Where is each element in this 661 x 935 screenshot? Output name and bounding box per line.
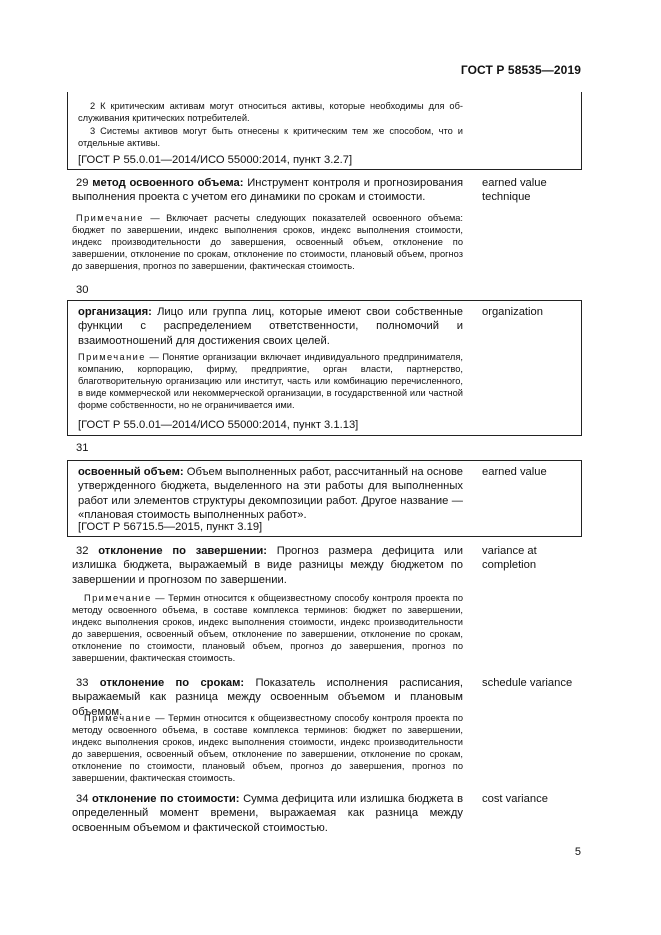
entry-30-number: 30 bbox=[76, 284, 89, 296]
entry-33-number: 33 bbox=[76, 677, 89, 689]
document-code: ГОСТ Р 58535—2019 bbox=[460, 63, 581, 77]
entry-34-definition bbox=[72, 792, 463, 835]
entry-32-number: 32 bbox=[76, 545, 89, 557]
entry-34-text: Сумма дефицита или излишка бюджета в определенный момент времени, выражаемая как разница между освоенным объемом и фактической стоимостью. bbox=[72, 793, 464, 834]
entry-34-english: cost variance bbox=[482, 793, 548, 805]
entry-33-note-text: — Термин относится к общеизвестному способу контроля проекта по методу освоенного объема, в составе комплекса терминов: бюджет по завершении, индекс выполнения сроков, индекс выполнения стоимости, индекс производительности до завершения, освоенный объем, отклонение по завершении, отклонение по срокам, отклонение по стоимости, плановый объем, прогноз до завершения, прогноз по завершении, фактическая стоимость. bbox=[72, 713, 463, 784]
entry-33-text: Показатель исполнения расписания, выражаемый как разница между освоенным объемом и плановым объемом. bbox=[72, 677, 464, 718]
entry-34-number: 34 bbox=[76, 793, 89, 805]
entry-29-number: 29 bbox=[76, 177, 89, 189]
entry-33-note bbox=[72, 712, 463, 785]
entry-30-definition bbox=[78, 305, 463, 348]
entry-31-english: earned value bbox=[482, 466, 547, 478]
entry-32-term: отклонение по завершении: bbox=[98, 545, 267, 557]
top-note-2: 2 К критическим активам могут относиться активы, которые необходимы для об-служивания критических потребителей. bbox=[78, 101, 463, 124]
top-note-3: 3 Системы активов могут быть отнесены к критическим тем же способом, что и отдельные активы. bbox=[78, 126, 463, 149]
entry-31-text: Объем выполненных работ, рассчитанный на основе утвержденного бюджета, выделенного на эти работы для выполненных работ или элементов структуры декомпозиции работ. Другое название — «плановая стоимость выполненных работ». bbox=[78, 466, 464, 521]
entry-29-note-label: Примечание bbox=[76, 213, 144, 223]
entry-32-english: variance at completion bbox=[482, 545, 537, 572]
top-reference: [ГОСТ Р 55.0.01—2014/ИСО 55000:2014, пункт 3.2.7] bbox=[78, 154, 353, 166]
entry-30-term: организация: bbox=[78, 306, 152, 318]
entry-32-note-label: Примечание bbox=[84, 593, 152, 603]
page-number: 5 bbox=[574, 846, 581, 858]
entry-31-reference: [ГОСТ Р 56715.5—2015, пункт 3.19] bbox=[78, 521, 263, 533]
entry-32-definition bbox=[72, 544, 463, 587]
entry-29-note bbox=[72, 212, 463, 272]
entry-29-definition bbox=[72, 176, 463, 205]
entry-30-note-text: — Понятие организации включает индивидуального предпринимателя, компанию, корпорацию, фирму, предприятие, орган власти, партнерство, благотворительную организацию или институт, часть или комбинацию перечисленного, в виде коммерческой или некоммерческой организации, в государственной или частной форме собственности, но не ограничивается ими. bbox=[78, 352, 463, 411]
entry-33-note-label: Примечание bbox=[84, 713, 152, 723]
entry-30-note-label: Примечание bbox=[78, 352, 146, 362]
entry-29-english: earned value technique bbox=[482, 177, 547, 204]
entry-31-number: 31 bbox=[76, 442, 89, 454]
entry-29-note-text: — Включает расчеты следующих показателей освоенного объема: бюджет по завершении, индекс выполнения сроков, индекс выполнения стоимости, индекс производительности до завершения, освоенный объем, отклонение по завершении, отклонение по срокам, отклонение по стоимости, плановый объем, прогноз до завершения, прогноз по завершении, фактическая стоимость. bbox=[72, 213, 464, 272]
entry-30-note bbox=[78, 351, 463, 411]
entry-33-term: отклонение по срокам: bbox=[99, 677, 245, 689]
entry-29-text: Инструмент контроля и прогнозирования выполнения проекта с учетом его динамики по срокам и стоимости. bbox=[72, 177, 464, 204]
entry-30-reference: [ГОСТ Р 55.0.01—2014/ИСО 55000:2014, пункт 3.1.13] bbox=[78, 419, 359, 431]
entry-32-text: Прогноз размера дефицита или излишка бюджета, выражаемый в виде разницы между бюджетом по завершении и прогнозом по завершении. bbox=[72, 545, 463, 586]
entry-29-term: метод освоенного объема: bbox=[92, 177, 244, 189]
entry-30-text: Лицо или группа лиц, которые имеют свои собственные функции с распределением ответственности, полномочий и взаимоотношений для достижения своих целей. bbox=[78, 306, 464, 347]
entry-31-term: освоенный объем: bbox=[78, 466, 184, 478]
entry-32-note bbox=[72, 592, 463, 665]
entry-30-english: organization bbox=[482, 306, 543, 318]
entry-33-english: schedule variance bbox=[482, 677, 573, 689]
entry-31-definition bbox=[78, 465, 463, 522]
entry-34-term: отклонение по стоимости: bbox=[92, 793, 240, 805]
entry-32-note-text: — Термин относится к общеизвестному способу контроля проекта по методу освоенного объема, в составе комплекса терминов: бюджет по завершении, индекс выполнения сроков, индекс выполнения стоимости, индекс производительности до завершения, освоенный объем, отклонение по завершении, отклонение по срокам, отклонение по стоимости, плановый объем, прогноз до завершения, прогноз по завершении, фактическая стоимость. bbox=[72, 593, 463, 664]
